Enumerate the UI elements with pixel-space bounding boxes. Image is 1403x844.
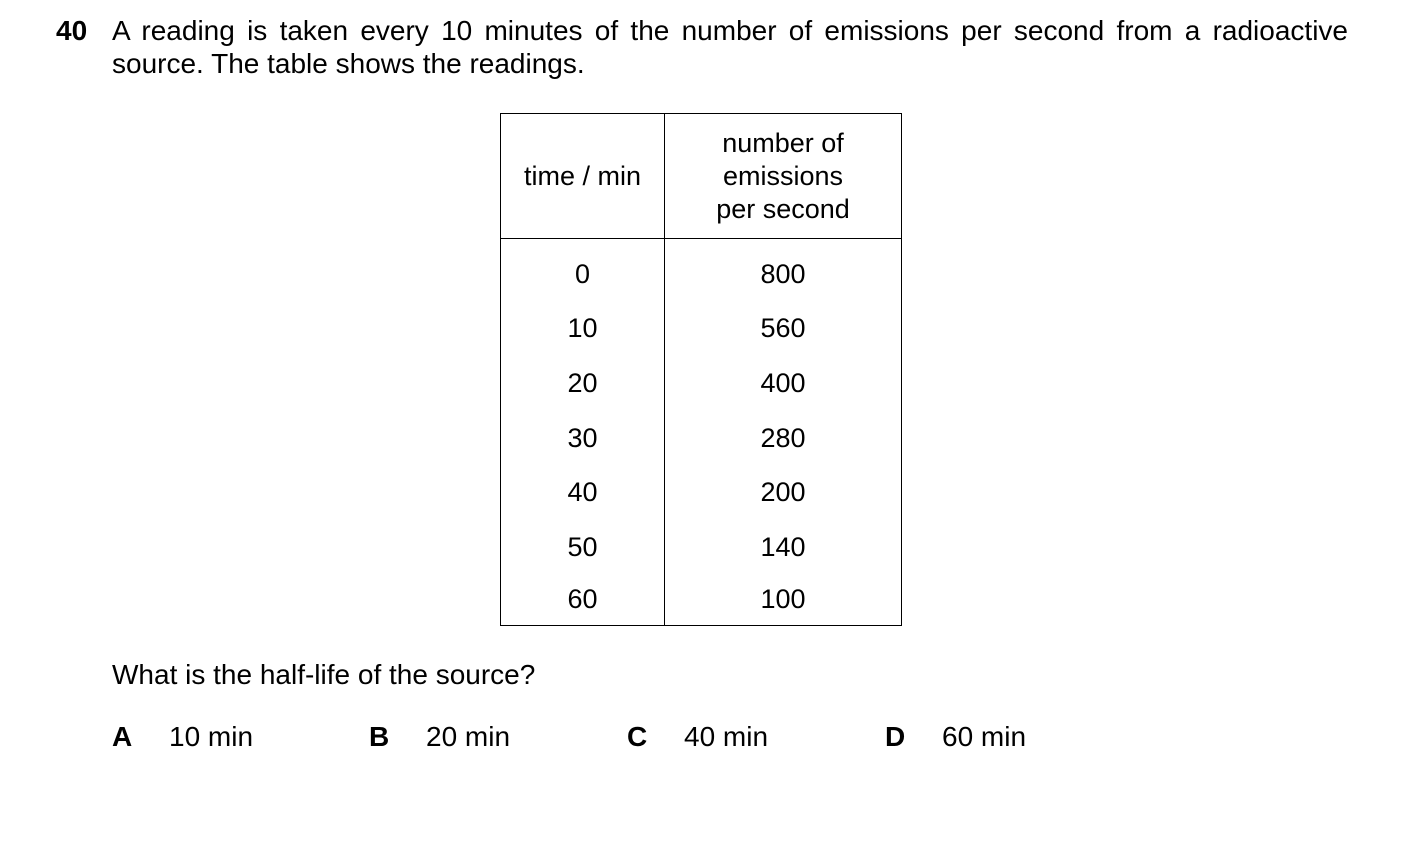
question-number: 40 bbox=[56, 15, 88, 46]
table-row bbox=[501, 465, 902, 520]
question-stem bbox=[112, 14, 1348, 80]
emissions-cell: 800 bbox=[665, 239, 902, 302]
option-b-value: 20 min bbox=[426, 721, 511, 752]
option-c[interactable] bbox=[627, 720, 769, 753]
stem-line-2: source. The table shows the readings. bbox=[112, 48, 585, 79]
time-cell: 30 bbox=[501, 411, 665, 466]
emissions-header-line-3: per second bbox=[716, 193, 850, 224]
time-cell: 0 bbox=[501, 239, 665, 302]
table-row bbox=[501, 356, 902, 411]
stem-line-1: A reading is taken every 10 minutes of the number of emissions per second from a radioactive bbox=[112, 15, 1348, 46]
table-row bbox=[501, 239, 902, 302]
time-cell: 40 bbox=[501, 465, 665, 520]
emissions-cell: 200 bbox=[665, 465, 902, 520]
emissions-cell: 560 bbox=[665, 302, 902, 357]
option-a-value: 10 min bbox=[169, 721, 254, 752]
emissions-cell: 280 bbox=[665, 411, 902, 466]
time-cell: 20 bbox=[501, 356, 665, 411]
option-b-letter: B bbox=[369, 721, 390, 752]
readings-table bbox=[500, 113, 902, 626]
table-row bbox=[501, 411, 902, 466]
time-cell: 50 bbox=[501, 520, 665, 575]
emissions-cell: 400 bbox=[665, 356, 902, 411]
option-a-letter: A bbox=[112, 721, 133, 752]
option-d[interactable] bbox=[885, 720, 1027, 753]
option-a[interactable] bbox=[112, 720, 254, 753]
emissions-header-line-1: number of bbox=[722, 127, 844, 158]
emissions-header-line-2: emissions bbox=[722, 160, 844, 191]
option-b[interactable] bbox=[369, 720, 511, 753]
question-prompt: What is the half-life of the source? bbox=[112, 659, 536, 690]
time-column-header: time / min bbox=[501, 114, 665, 239]
time-cell: 60 bbox=[501, 575, 665, 626]
option-d-value: 60 min bbox=[942, 721, 1027, 752]
option-c-letter: C bbox=[627, 721, 648, 752]
table-row bbox=[501, 575, 902, 626]
emissions-cell: 100 bbox=[665, 575, 902, 626]
option-d-letter: D bbox=[885, 721, 906, 752]
table-header-row bbox=[501, 114, 902, 239]
table-row bbox=[501, 520, 902, 575]
emissions-column-header bbox=[665, 114, 902, 239]
option-c-value: 40 min bbox=[684, 721, 769, 752]
time-cell: 10 bbox=[501, 302, 665, 357]
table-row bbox=[501, 302, 902, 357]
emissions-cell: 140 bbox=[665, 520, 902, 575]
